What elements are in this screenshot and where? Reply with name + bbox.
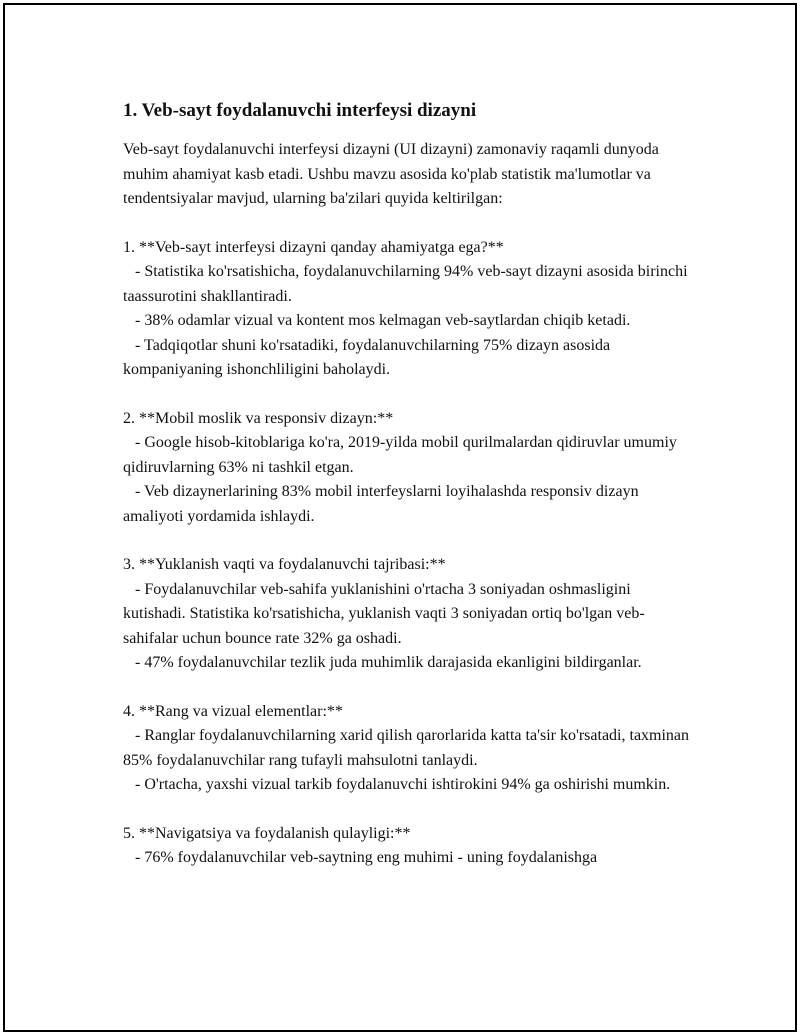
section-item: - Foydalanuvchilar veb-sahifa yuklanishini o'rtacha 3 soniyadan oshmasligini kutishadi. Statistika ko'rsatishicha, yuklanish vaqti 3 soniyadan ortiq bo'lgan veb-sahifalar uchun bounce rate 32% ga oshadi.	[123, 580, 645, 647]
section-item: - 38% odamlar vizual va kontent mos kelmagan veb-saytlardan chiqib ketadi.	[123, 312, 631, 329]
section-4	[123, 700, 693, 798]
section-item: - 76% foydalanuvchilar veb-saytning eng muhimi - uning foydalanishga	[123, 849, 598, 866]
section-5	[123, 822, 693, 871]
section-item: - Google hisob-kitoblariga ko'ra, 2019-yilda mobil qurilmalardan qidiruvlar umumiy qidiruvlarning 63% ni tashkil etgan.	[123, 434, 681, 476]
section-1	[123, 236, 693, 383]
section-title: 4. **Rang va vizual elementlar:**	[123, 702, 343, 720]
section-2	[123, 407, 693, 530]
section-title: 1. **Veb-sayt interfeysi dizayni qanday ahamiyatga ega?**	[123, 238, 504, 256]
intro-paragraph: Veb-sayt foydalanuvchi interfeysi dizayni (UI dizayni) zamonaviy raqamli dunyoda muhim ahamiyat kasb etadi. Ushbu mavzu asosida ko'plab statistik ma'lumotlar va tendentsiyalar mavjud, ularning ba'zilari quyida keltirilgan:	[123, 141, 659, 207]
section-item: - O'rtacha, yaxshi vizual tarkib foydalanuvchi ishtirokini 94% ga oshirishi mumkin.	[123, 776, 671, 793]
document-heading: 1. Veb-sayt foydalanuvchi interfeysi dizayni	[123, 100, 477, 121]
section-item: - Veb dizaynerlarining 83% mobil interfeyslarni loyihalashda responsiv dizayn amaliyoti yordamida ishlaydi.	[123, 483, 643, 525]
section-3	[123, 553, 693, 676]
section-title: 2. **Mobil moslik va responsiv dizayn:**	[123, 409, 394, 427]
section-item: - Ranglar foydalanuvchilarning xarid qilish qarorlarida katta ta'sir ko'rsatadi, taxminan 85% foydalanuvchilar rang tufayli mahsulotni tanlaydi.	[123, 727, 694, 769]
section-item: - Statistika ko'rsatishicha, foydalanuvchilarning 94% veb-sayt dizayni asosida birinchi taassurotini shakllantiradi.	[123, 263, 692, 305]
section-item: - 47% foydalanuvchilar tezlik juda muhimlik darajasida ekanligini bildirganlar.	[123, 654, 642, 671]
section-item: - Tadqiqotlar shuni ko'rsatadiki, foydalanuvchilarning 75% dizayn asosida kompaniyaning ishonchliligini baholaydi.	[123, 336, 615, 378]
document-page	[3, 3, 797, 1032]
section-title: 5. **Navigatsiya va foydalanish qulayligi:**	[123, 824, 411, 842]
section-title: 3. **Yuklanish vaqti va foydalanuvchi tajribasi:**	[123, 556, 446, 573]
document-content	[123, 99, 693, 871]
